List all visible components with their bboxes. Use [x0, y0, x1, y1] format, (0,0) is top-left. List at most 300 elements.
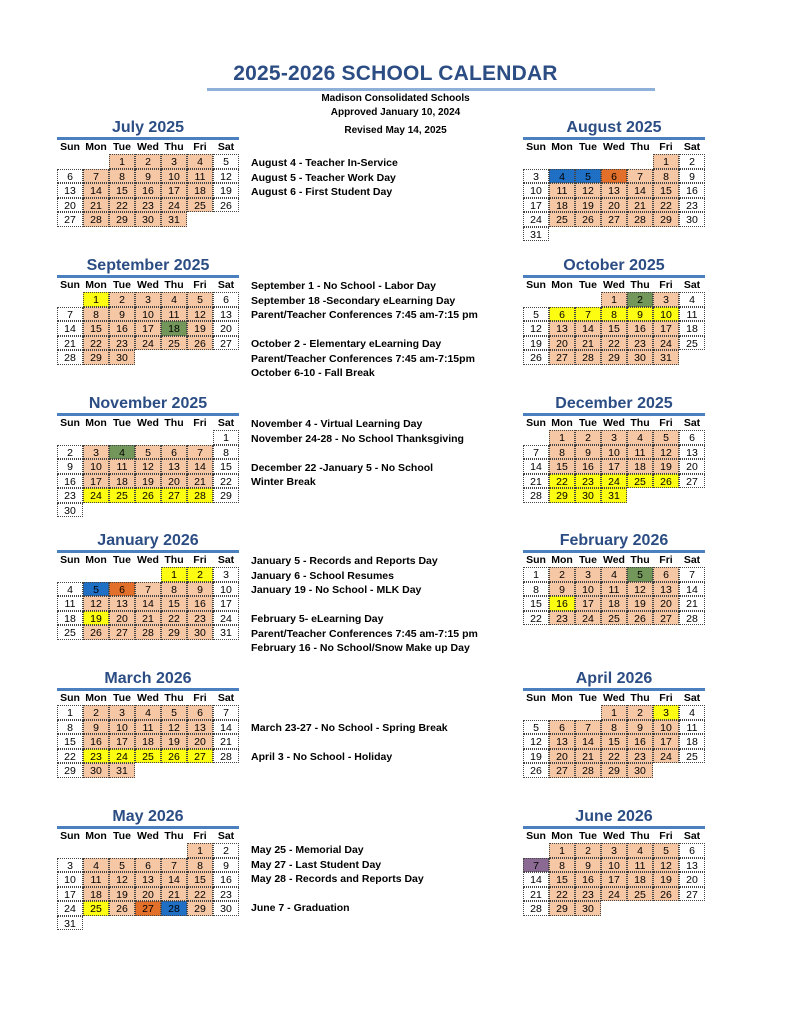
weekday-label: Sat — [683, 554, 701, 566]
weekday-label: Wed — [603, 279, 625, 291]
note-line — [251, 887, 424, 902]
weekday-label: Mon — [551, 692, 573, 704]
day-cell: 7 — [187, 445, 213, 460]
day-cell: 27 — [109, 625, 135, 640]
day-cell: 25 — [627, 474, 653, 489]
note-line: March 23-27 - No School - Spring Break — [251, 722, 448, 734]
day-cell: 7 — [575, 720, 601, 735]
day-cell: 8 — [653, 169, 679, 184]
empty-cell — [575, 292, 601, 307]
day-cell: 15 — [83, 321, 109, 336]
day-cell: 15 — [57, 734, 83, 749]
day-cell: 13 — [653, 582, 679, 597]
day-cell: 3 — [653, 292, 679, 307]
weekday-label: Thu — [164, 692, 184, 704]
day-cell: 12 — [213, 169, 239, 184]
weekday-label: Fri — [193, 417, 207, 429]
day-cell: 23 — [83, 749, 109, 764]
month-title-rule — [57, 137, 239, 140]
empty-cell — [575, 705, 601, 720]
day-cell: 10 — [653, 307, 679, 322]
month-title-rule — [57, 688, 239, 691]
day-cell: 11 — [109, 459, 135, 474]
day-cell: 3 — [601, 430, 627, 445]
month-calendar — [523, 532, 705, 625]
day-cell: 10 — [57, 872, 83, 887]
day-cell: 21 — [161, 887, 187, 902]
day-cell: 8 — [213, 445, 239, 460]
day-cell: 20 — [601, 198, 627, 213]
day-cell: 8 — [57, 720, 83, 735]
weekday-label: Mon — [551, 830, 573, 842]
day-grid — [523, 430, 705, 503]
month-title: July 2025 — [111, 119, 185, 136]
day-cell: 17 — [161, 183, 187, 198]
empty-cell — [627, 154, 653, 169]
month-title-rule — [57, 413, 239, 416]
empty-cell — [109, 430, 135, 445]
day-cell: 22 — [187, 887, 213, 902]
day-cell: 3 — [135, 292, 161, 307]
day-cell: 31 — [213, 625, 239, 640]
empty-cell — [135, 430, 161, 445]
day-cell: 6 — [161, 445, 187, 460]
day-cell: 4 — [601, 567, 627, 582]
day-cell: 12 — [187, 307, 213, 322]
day-cell: 13 — [549, 321, 575, 336]
day-cell: 30 — [627, 763, 653, 778]
note-line: February 5- eLearning Day — [251, 613, 384, 625]
note-line: April 3 - No School - Holiday — [251, 751, 393, 763]
day-cell: 23 — [109, 336, 135, 351]
note-line: December 22 -January 5 - No School — [251, 461, 434, 474]
empty-cell — [57, 154, 83, 169]
weekday-label: Sat — [683, 692, 701, 704]
day-cell: 1 — [187, 843, 213, 858]
day-cell: 16 — [575, 459, 601, 474]
weekday-label: Sat — [217, 830, 235, 842]
day-cell: 26 — [187, 336, 213, 351]
day-cell: 10 — [523, 183, 549, 198]
day-cell: 9 — [549, 582, 575, 597]
day-cell: 19 — [135, 474, 161, 489]
day-cell: 23 — [57, 488, 83, 503]
day-cell: 14 — [57, 321, 83, 336]
day-cell: 9 — [575, 445, 601, 460]
day-grid — [523, 567, 705, 625]
day-cell: 22 — [601, 336, 627, 351]
day-cell: 13 — [213, 307, 239, 322]
day-cell: 17 — [601, 459, 627, 474]
weekday-header — [57, 830, 239, 843]
day-cell: 25 — [601, 611, 627, 626]
day-cell: 30 — [627, 350, 653, 365]
day-cell: 2 — [575, 430, 601, 445]
day-cell: 30 — [187, 625, 213, 640]
weekday-label: Sun — [60, 141, 80, 153]
day-cell: 22 — [549, 474, 575, 489]
note-line — [251, 598, 478, 613]
day-cell: 24 — [601, 887, 627, 902]
day-cell: 1 — [549, 430, 575, 445]
day-cell: 24 — [135, 336, 161, 351]
day-cell: 2 — [627, 292, 653, 307]
note-line: October 2 - Elementary eLearning Day — [251, 338, 442, 350]
weekday-label: Wed — [603, 141, 625, 153]
weekday-label: Sun — [526, 554, 546, 566]
day-cell: 16 — [135, 183, 161, 198]
day-cell: 20 — [679, 872, 705, 887]
day-cell: 16 — [187, 596, 213, 611]
day-cell: 1 — [549, 843, 575, 858]
day-cell: 8 — [109, 169, 135, 184]
day-cell: 17 — [653, 321, 679, 336]
day-cell: 20 — [187, 734, 213, 749]
day-cell: 6 — [135, 858, 161, 873]
day-cell: 19 — [523, 336, 549, 351]
day-cell: 17 — [575, 596, 601, 611]
day-cell: 3 — [575, 567, 601, 582]
weekday-label: Fri — [193, 830, 207, 842]
day-cell: 24 — [109, 749, 135, 764]
weekday-label: Sat — [683, 417, 701, 429]
day-cell: 7 — [627, 169, 653, 184]
weekday-label: Tue — [579, 141, 597, 153]
day-cell: 8 — [601, 307, 627, 322]
day-cell: 2 — [679, 154, 705, 169]
day-cell: 10 — [135, 307, 161, 322]
empty-cell — [549, 705, 575, 720]
day-cell: 14 — [575, 321, 601, 336]
day-cell: 2 — [575, 843, 601, 858]
day-cell: 11 — [549, 183, 575, 198]
day-cell: 1 — [653, 154, 679, 169]
day-cell: 29 — [213, 488, 239, 503]
weekday-label: Sun — [60, 554, 80, 566]
empty-cell — [549, 154, 575, 169]
day-cell: 1 — [213, 430, 239, 445]
day-cell: 24 — [523, 212, 549, 227]
weekday-label: Sat — [217, 141, 235, 153]
day-cell: 19 — [187, 321, 213, 336]
day-cell: 12 — [161, 720, 187, 735]
month-calendar — [523, 257, 705, 365]
title-underline — [207, 88, 655, 91]
day-cell: 28 — [135, 625, 161, 640]
day-cell: 28 — [523, 488, 549, 503]
day-cell: 18 — [83, 887, 109, 902]
weekday-label: Fri — [659, 692, 673, 704]
day-cell: 11 — [57, 596, 83, 611]
day-cell: 26 — [523, 763, 549, 778]
day-cell: 3 — [57, 858, 83, 873]
day-cell: 10 — [601, 445, 627, 460]
day-cell: 22 — [109, 198, 135, 213]
day-cell: 30 — [679, 212, 705, 227]
day-cell: 24 — [653, 749, 679, 764]
day-cell: 15 — [213, 459, 239, 474]
day-cell: 25 — [57, 625, 83, 640]
day-cell: 24 — [161, 198, 187, 213]
empty-cell — [83, 430, 109, 445]
empty-cell — [523, 430, 549, 445]
day-cell: 15 — [601, 734, 627, 749]
day-cell: 2 — [213, 843, 239, 858]
day-cell: 24 — [83, 488, 109, 503]
weekday-label: Wed — [137, 279, 159, 291]
month-title: October 2025 — [563, 257, 665, 274]
day-cell: 27 — [57, 212, 83, 227]
day-cell: 4 — [549, 169, 575, 184]
weekday-label: Thu — [164, 830, 184, 842]
day-cell: 24 — [57, 901, 83, 916]
weekday-label: Sun — [60, 830, 80, 842]
empty-cell — [161, 430, 187, 445]
day-cell: 9 — [135, 169, 161, 184]
day-cell: 19 — [653, 872, 679, 887]
note-line — [251, 736, 448, 751]
day-cell: 8 — [549, 445, 575, 460]
weekday-label: Wed — [603, 417, 625, 429]
weekday-label: Wed — [603, 554, 625, 566]
day-cell: 21 — [679, 596, 705, 611]
approved-date: Approved January 10, 2024 — [330, 107, 461, 118]
note-line: January 19 - No School - MLK Day — [251, 584, 422, 596]
note-line: May 25 - Memorial Day — [251, 844, 364, 856]
day-cell: 4 — [135, 705, 161, 720]
weekday-label: Mon — [85, 554, 107, 566]
day-cell: 27 — [187, 749, 213, 764]
day-cell: 9 — [575, 858, 601, 873]
empty-cell — [523, 705, 549, 720]
month-calendar — [523, 808, 705, 916]
month-title-rule — [523, 275, 705, 278]
day-cell: 26 — [627, 611, 653, 626]
day-cell: 22 — [601, 749, 627, 764]
day-cell: 7 — [523, 858, 549, 873]
weekday-label: Wed — [137, 554, 159, 566]
day-cell: 9 — [627, 720, 653, 735]
day-cell: 3 — [653, 705, 679, 720]
day-cell: 26 — [653, 474, 679, 489]
day-cell: 30 — [135, 212, 161, 227]
day-cell: 10 — [161, 169, 187, 184]
month-calendar — [57, 532, 239, 640]
day-cell: 17 — [83, 474, 109, 489]
day-cell: 25 — [161, 336, 187, 351]
day-cell: 26 — [83, 625, 109, 640]
day-cell: 29 — [653, 212, 679, 227]
day-cell: 14 — [627, 183, 653, 198]
day-cell: 12 — [523, 321, 549, 336]
day-cell: 11 — [627, 445, 653, 460]
day-cell: 25 — [135, 749, 161, 764]
month-calendar — [523, 395, 705, 503]
empty-cell — [523, 292, 549, 307]
weekday-label: Mon — [551, 141, 573, 153]
day-cell: 5 — [187, 292, 213, 307]
note-line: Parent/Teacher Conferences 7:45 am-7:15 pm — [251, 309, 478, 321]
day-cell: 24 — [213, 611, 239, 626]
note-line: February 16 - No School/Snow Make up Day — [251, 642, 470, 654]
note-line: January 6 - School Resumes — [251, 569, 394, 582]
day-cell: 7 — [57, 307, 83, 322]
month-title-rule — [523, 688, 705, 691]
weekday-label: Tue — [113, 692, 131, 704]
empty-cell — [135, 567, 161, 582]
day-cell: 27 — [679, 887, 705, 902]
empty-cell — [109, 567, 135, 582]
day-cell: 13 — [679, 445, 705, 460]
day-cell: 5 — [523, 307, 549, 322]
weekday-label: Sun — [60, 417, 80, 429]
empty-cell — [57, 292, 83, 307]
day-cell: 15 — [523, 596, 549, 611]
empty-cell — [523, 154, 549, 169]
day-cell: 4 — [679, 292, 705, 307]
day-cell: 5 — [523, 720, 549, 735]
weekday-label: Wed — [137, 141, 159, 153]
weekday-header — [57, 554, 239, 567]
day-cell: 11 — [187, 169, 213, 184]
month-title: January 2026 — [97, 532, 199, 549]
day-cell: 29 — [549, 901, 575, 916]
month-title-rule — [523, 413, 705, 416]
weekday-label: Tue — [579, 554, 597, 566]
day-cell: 13 — [187, 720, 213, 735]
weekday-label: Tue — [113, 417, 131, 429]
day-cell: 30 — [213, 901, 239, 916]
empty-cell — [187, 430, 213, 445]
day-cell: 18 — [549, 198, 575, 213]
day-cell: 22 — [653, 198, 679, 213]
day-cell: 7 — [523, 445, 549, 460]
day-cell: 11 — [679, 307, 705, 322]
empty-cell — [83, 567, 109, 582]
day-cell: 8 — [601, 720, 627, 735]
day-cell: 10 — [575, 582, 601, 597]
day-cell: 12 — [653, 858, 679, 873]
weekday-label: Sat — [683, 279, 701, 291]
day-cell: 20 — [549, 749, 575, 764]
weekday-label: Mon — [85, 692, 107, 704]
day-cell: 9 — [627, 307, 653, 322]
day-cell: 10 — [213, 582, 239, 597]
month-calendar — [57, 257, 239, 365]
day-cell: 2 — [83, 705, 109, 720]
weekday-label: Mon — [85, 417, 107, 429]
month-title: March 2026 — [104, 670, 192, 687]
day-cell: 20 — [549, 336, 575, 351]
day-cell: 9 — [213, 858, 239, 873]
weekday-label: Mon — [551, 279, 573, 291]
day-cell: 11 — [679, 720, 705, 735]
day-cell: 26 — [161, 749, 187, 764]
day-cell: 4 — [57, 582, 83, 597]
day-cell: 15 — [549, 459, 575, 474]
month-calendar — [523, 119, 705, 241]
day-cell: 26 — [653, 887, 679, 902]
day-cell: 8 — [523, 582, 549, 597]
day-cell: 5 — [161, 705, 187, 720]
day-cell: 9 — [57, 459, 83, 474]
day-cell: 21 — [575, 749, 601, 764]
month-calendar — [57, 808, 239, 930]
day-cell: 11 — [627, 858, 653, 873]
day-cell: 29 — [83, 350, 109, 365]
day-cell: 25 — [109, 488, 135, 503]
day-cell: 7 — [135, 582, 161, 597]
day-cell: 25 — [679, 749, 705, 764]
day-cell: 6 — [601, 169, 627, 184]
day-cell: 18 — [187, 183, 213, 198]
day-cell: 17 — [601, 872, 627, 887]
day-cell: 15 — [549, 872, 575, 887]
day-grid — [523, 154, 705, 241]
weekday-label: Thu — [164, 141, 184, 153]
day-cell: 19 — [627, 596, 653, 611]
day-cell: 29 — [549, 488, 575, 503]
day-cell: 29 — [187, 901, 213, 916]
day-cell: 17 — [109, 734, 135, 749]
weekday-label: Fri — [659, 141, 673, 153]
day-cell: 7 — [83, 169, 109, 184]
day-cell: 29 — [109, 212, 135, 227]
note-line — [251, 707, 448, 722]
day-cell: 5 — [109, 858, 135, 873]
day-cell: 7 — [213, 705, 239, 720]
day-grid — [57, 705, 239, 778]
day-cell: 20 — [679, 459, 705, 474]
day-cell: 8 — [161, 582, 187, 597]
day-cell: 5 — [653, 843, 679, 858]
weekday-label: Tue — [579, 692, 597, 704]
day-cell: 28 — [83, 212, 109, 227]
day-grid — [523, 292, 705, 365]
day-cell: 28 — [161, 901, 187, 916]
day-cell: 3 — [523, 169, 549, 184]
empty-cell — [57, 843, 83, 858]
day-cell: 14 — [523, 459, 549, 474]
day-cell: 22 — [161, 611, 187, 626]
weekday-label: Tue — [579, 279, 597, 291]
note-line — [251, 446, 464, 461]
weekday-label: Sun — [526, 692, 546, 704]
day-cell: 8 — [187, 858, 213, 873]
day-cell: 14 — [83, 183, 109, 198]
day-cell: 17 — [213, 596, 239, 611]
weekday-header — [523, 830, 705, 843]
day-cell: 26 — [575, 212, 601, 227]
empty-cell — [109, 843, 135, 858]
day-cell: 19 — [161, 734, 187, 749]
day-cell: 16 — [57, 474, 83, 489]
weekday-label: Sun — [526, 141, 546, 153]
day-cell: 21 — [57, 336, 83, 351]
day-cell: 19 — [575, 198, 601, 213]
weekday-label: Wed — [137, 417, 159, 429]
month-title-rule — [57, 275, 239, 278]
note-line: August 5 - Teacher Work Day — [251, 171, 396, 184]
day-cell: 10 — [601, 858, 627, 873]
weekday-label: Wed — [603, 692, 625, 704]
day-cell: 4 — [161, 292, 187, 307]
day-cell: 21 — [187, 474, 213, 489]
day-cell: 13 — [679, 858, 705, 873]
note-line: May 28 - Records and Reports Day — [251, 873, 424, 885]
page-title: 2025-2026 SCHOOL CALENDAR — [233, 62, 558, 85]
day-cell: 18 — [627, 872, 653, 887]
